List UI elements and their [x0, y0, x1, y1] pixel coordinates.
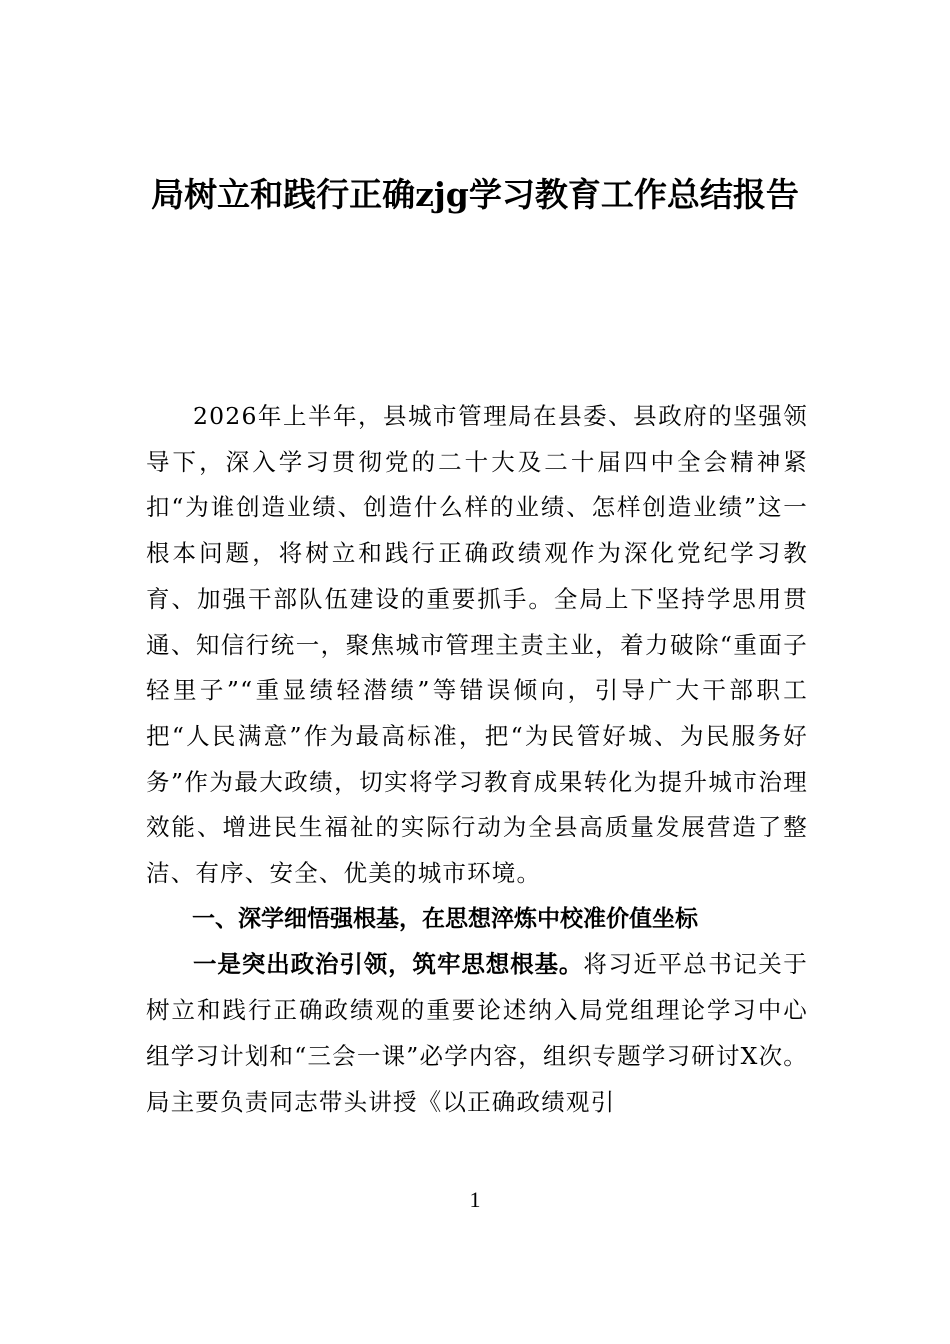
paragraph-lead-text: 一是突出政治引领，筑牢思想根基。: [193, 950, 584, 979]
section-paragraph: [146, 942, 808, 1125]
document-title: 局树立和践行正确zjg学习教育工作总结报告: [151, 175, 799, 214]
paragraph-body-text: 将习近平总书记关于树立和践行正确政绩观的重要论述纳入局党组理论学习中心组学习计划和“三会一课”必学内容，组织专题学习研讨X次。局主要负责同志带头讲授《以正确政绩观引: [146, 950, 808, 1116]
page-number: 1: [469, 1187, 481, 1212]
document-body: [146, 394, 808, 1125]
intro-paragraph: 2026年上半年，县城市管理局在县委、县政府的坚强领导下，深入学习贯彻党的二十大及二十届四中全会精神紧扣“为谁创造业绩、创造什么样的业绩、怎样创造业绩”这一根本问题，将树立和践行正确政绩观作为深化党纪学习教育、加强干部队伍建设的重要抓手。全局上下坚持学思用贯通、知信行统一，聚焦城市管理主责主业，着力破除“重面子轻里子”“重显绩轻潜绩”等错误倾向，引导广大干部职工把“人民满意”作为最高标准，把“为民管好城、为民服务好务”作为最大政绩，切实将学习教育成果转化为提升城市治理效能、增进民生福祉的实际行动为全县高质量发展营造了整洁、有序、安全、优美的城市环境。: [146, 402, 808, 888]
section-heading: 一、深学细悟强根基，在思想淬炼中校准价值坐标: [192, 905, 698, 932]
